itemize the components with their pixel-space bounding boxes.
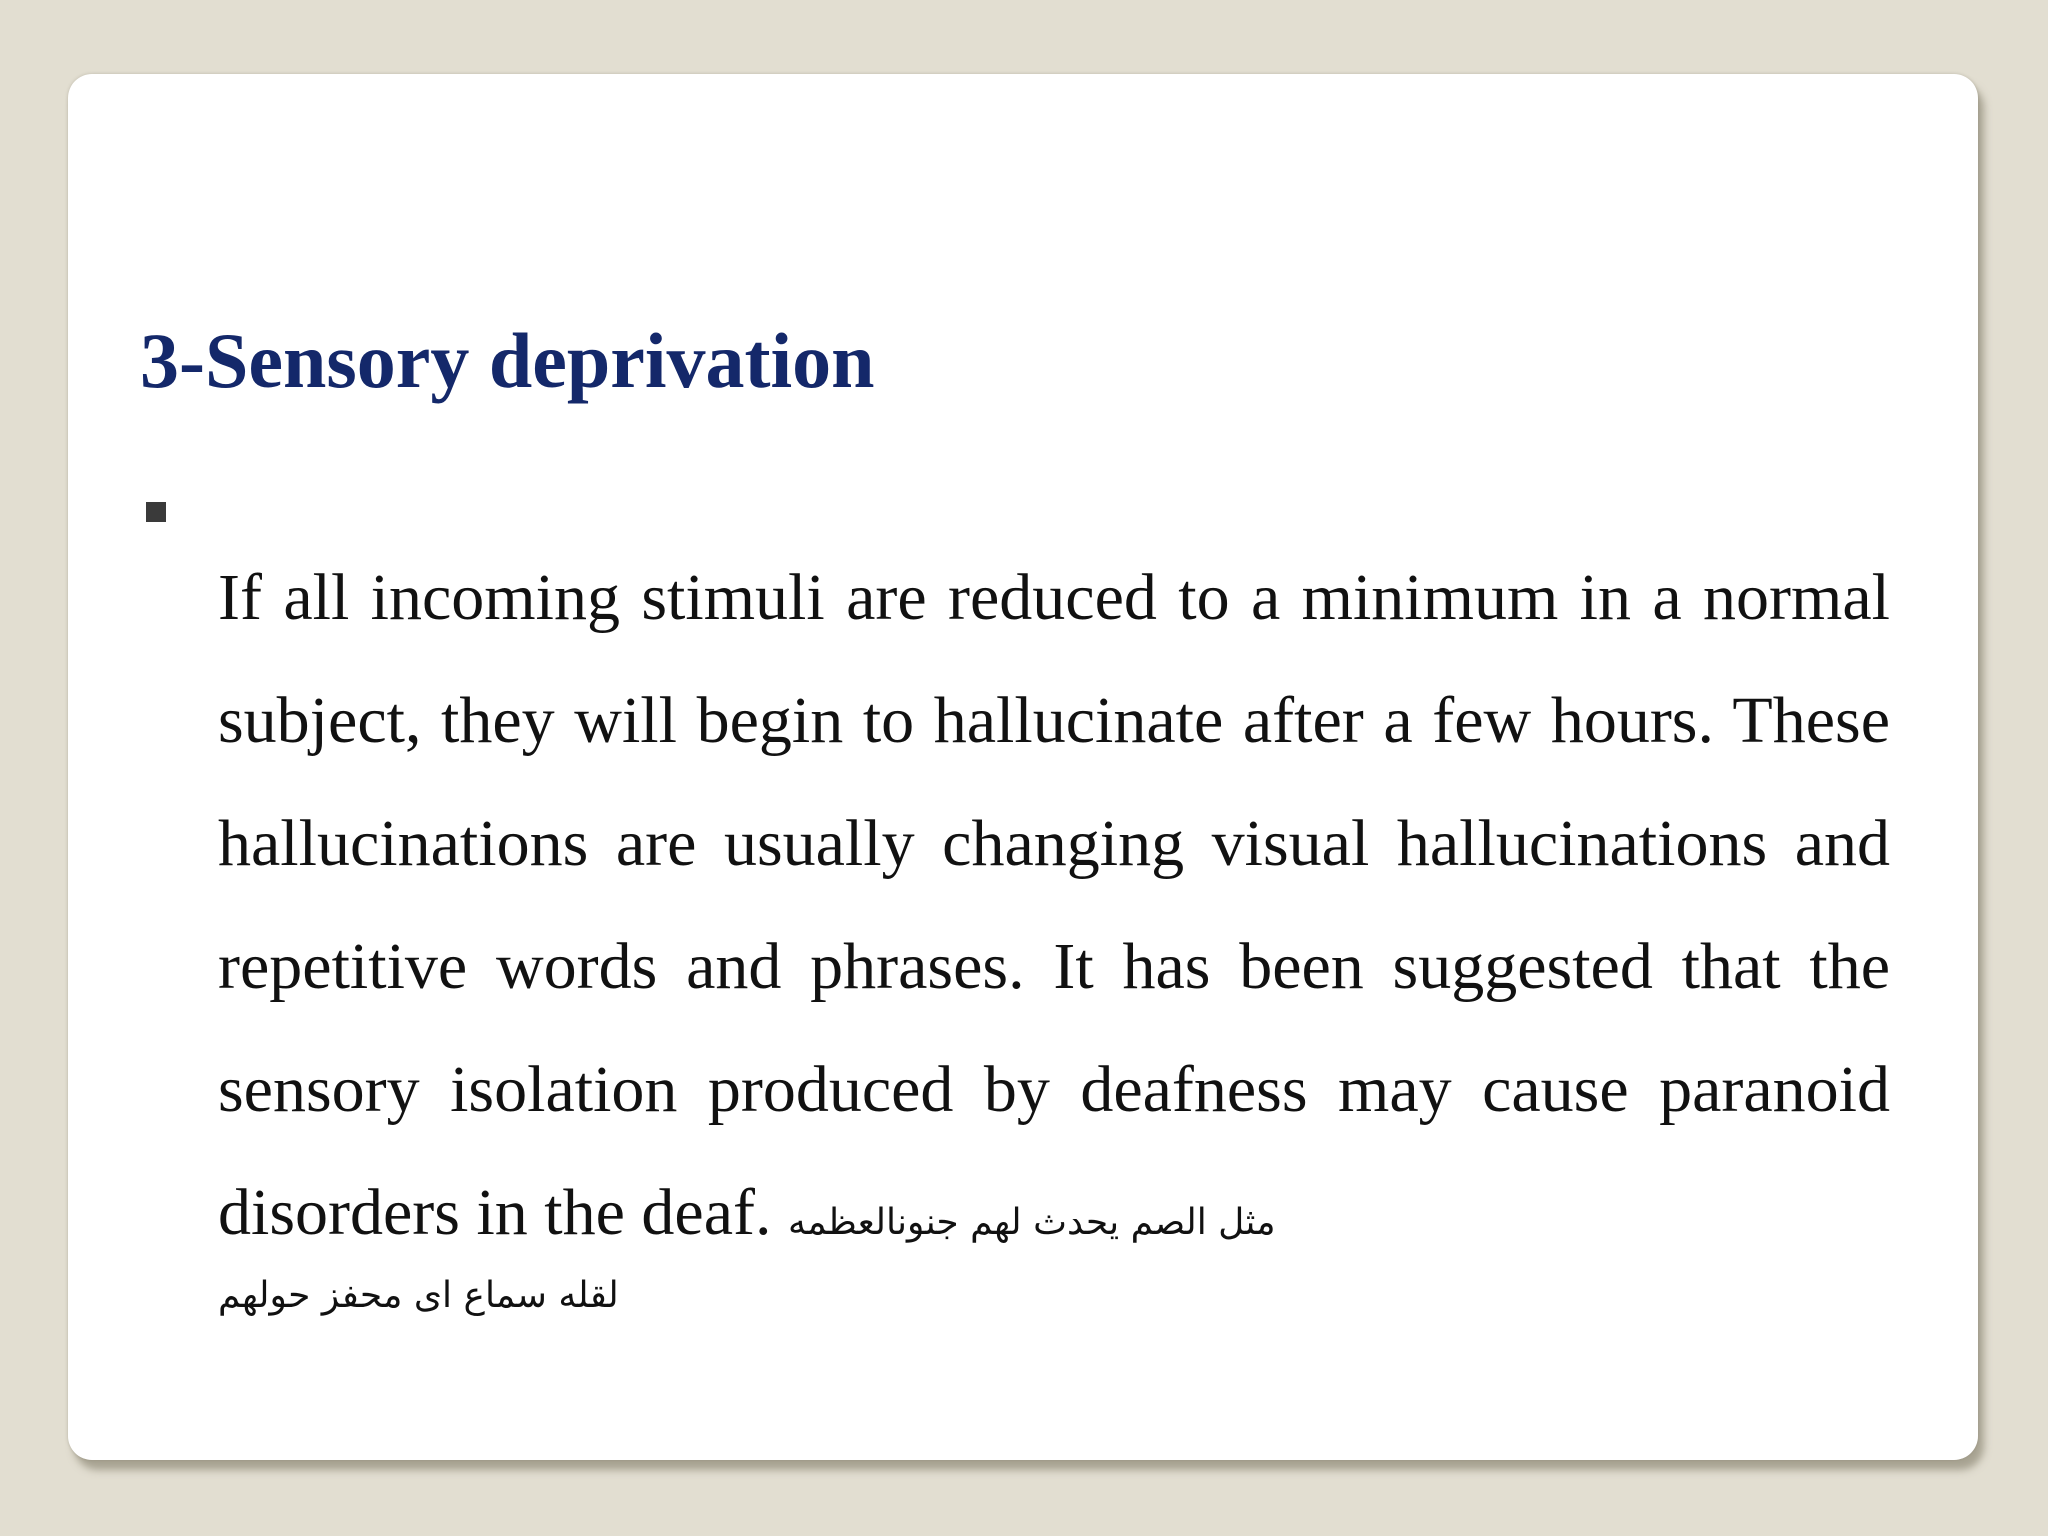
slide-card [68, 74, 1978, 1460]
arabic-note-line2: لقله سماع اى محفز حولهم [218, 1275, 619, 1316]
bullet-text: If all incoming stimuli are reduced to a minimum in a normal subject, they will begin to hallucinate after a few hours. These hallucinations are usually changing visual hallucinations and repetitive words and phrases. It has been suggested that the sensory isolation produced by deafness may cause paranoid disorders in the deaf. [218, 561, 1890, 1249]
bullet-paragraph [218, 536, 1890, 1274]
arabic-note-line1: مثل الصم يحدث لهم جنونالعظمه [788, 1202, 1276, 1243]
square-bullet-icon [146, 502, 166, 522]
slide-title: 3-Sensory deprivation [140, 317, 875, 404]
